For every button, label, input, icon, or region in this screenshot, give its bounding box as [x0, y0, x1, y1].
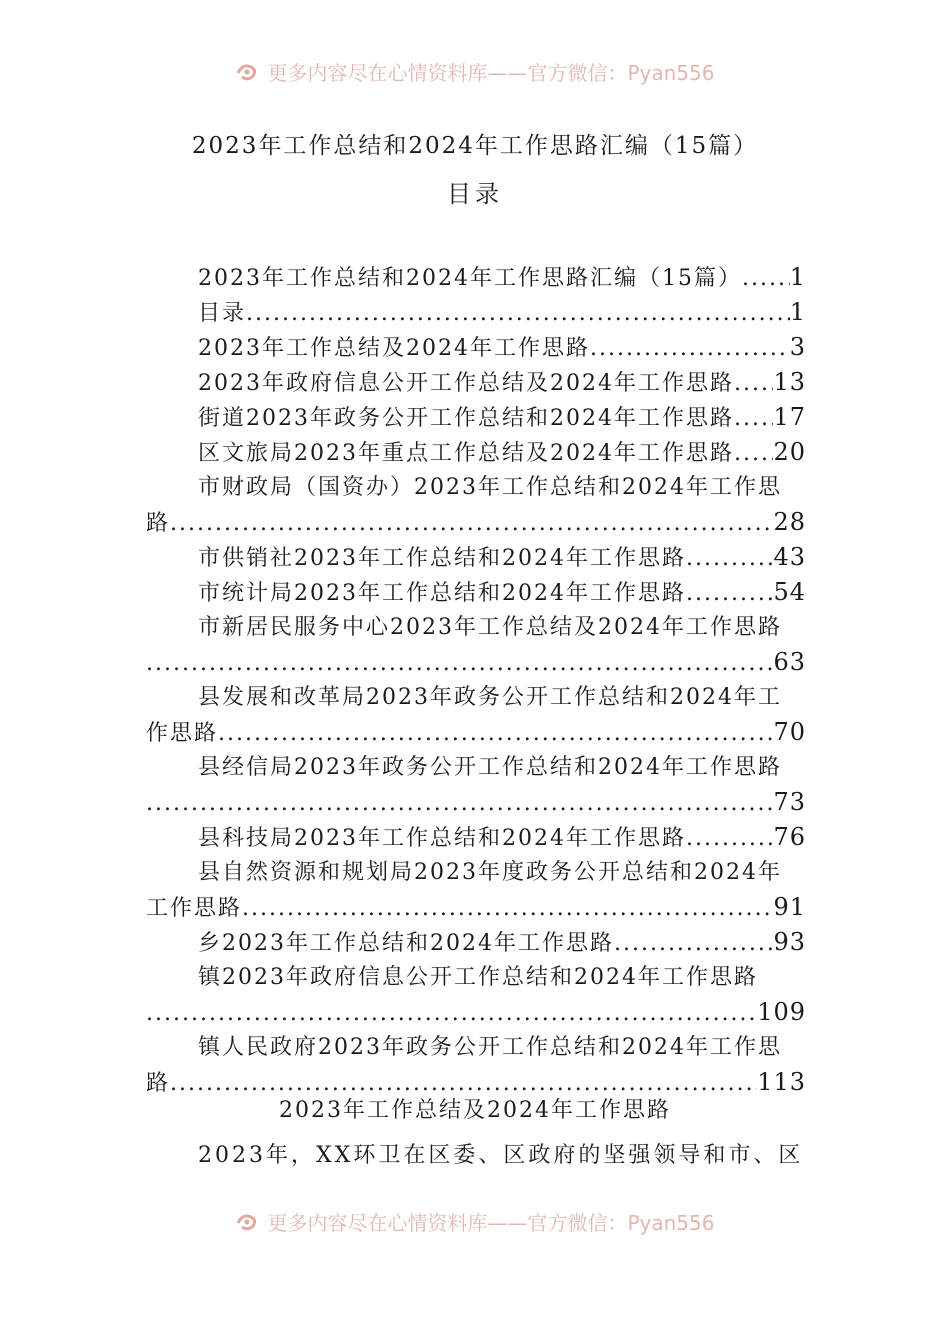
toc-entry-title: 县发展和改革局2023年政务公开工作总结和2024年工: [198, 685, 782, 710]
toc-entry-title: 街道2023年政务公开工作总结和2024年工作思路: [198, 406, 734, 431]
toc-page-number: 63: [773, 648, 806, 676]
toc-entry[interactable]: [146, 820, 806, 855]
toc-entry[interactable]: [146, 365, 806, 400]
toc-leader: [686, 821, 773, 855]
toc-page-number: 3: [789, 333, 806, 361]
toc-page-number: 93: [773, 928, 806, 956]
toc-entry-title: 镇2023年政府信息公开工作总结和2024年工作思路: [198, 965, 758, 990]
toc-entry[interactable]: [146, 330, 806, 365]
toc-entry[interactable]: [146, 960, 806, 1030]
toc-entry-title: 路: [146, 511, 171, 536]
toc-leader: [686, 541, 773, 575]
toc-leader: [734, 436, 773, 470]
toc-entry[interactable]: [146, 855, 806, 925]
toc-entry[interactable]: [146, 260, 806, 295]
watermark-text: 更多内容尽在心情资料库——官方微信：Pyan556: [267, 60, 715, 85]
toc-entry-title: 市供销社2023年工作总结和2024年工作思路: [198, 546, 686, 571]
section-title: 2023年工作总结及2024年工作思路: [279, 1098, 671, 1123]
toc-leader: [734, 366, 773, 400]
toc-entry[interactable]: [146, 575, 806, 610]
toc-entry-title: 工作思路: [146, 896, 243, 921]
toc-entry-title: 市财政局（国资办）2023年工作总结和2024年工作思: [198, 475, 782, 500]
toc-entry-title: 目录: [198, 301, 247, 326]
toc-leader: [246, 296, 790, 330]
toc-page-number: 1: [789, 298, 806, 326]
toc-entry-title: 乡2023年工作总结和2024年工作思路: [198, 931, 614, 956]
toc-leader: [146, 786, 773, 820]
toc-leader: [590, 331, 790, 365]
toc-leader: [614, 926, 773, 960]
toc-page-number: 54: [773, 578, 806, 606]
toc-page-number: 70: [773, 718, 806, 746]
toc-leader: [686, 576, 773, 610]
toc-leader: [242, 891, 773, 925]
watermark-bottom: [0, 1206, 950, 1236]
toc-entry[interactable]: [146, 400, 806, 435]
table-of-contents: [146, 260, 806, 1100]
body-paragraph: 2023年，XX环卫在区委、区政府的坚强领导和市、区: [198, 1143, 804, 1168]
watermark-text: 更多内容尽在心情资料库——官方微信：Pyan556: [267, 1210, 715, 1235]
toc-leader: [146, 996, 757, 1030]
toc-entry[interactable]: [146, 610, 806, 680]
toc-entry-title: 区文旅局2023年重点工作总结及2024年工作思路: [198, 441, 734, 466]
toc-page-number: 13: [773, 368, 806, 396]
toc-entry-title: 2023年工作总结和2024年工作思路汇编（15篇）: [198, 266, 742, 291]
toc-entry-title: 市新居民服务中心2023年工作总结及2024年工作思路: [198, 615, 782, 640]
toc-page-number: 76: [773, 823, 806, 851]
toc-entry-title: 作思路: [146, 721, 219, 746]
logo-icon: [235, 1211, 261, 1231]
toc-page-number: 17: [773, 403, 806, 431]
logo-icon: [235, 61, 261, 81]
toc-entry-title: 县经信局2023年政务公开工作总结和2024年工作思路: [198, 755, 782, 780]
toc-leader: [742, 261, 790, 295]
toc-entry[interactable]: [146, 750, 806, 820]
toc-page-number: 43: [773, 543, 806, 571]
toc-leader: [218, 716, 773, 750]
toc-page-number: 113: [757, 1068, 806, 1096]
toc-entry[interactable]: [146, 680, 806, 750]
document-title: 2023年工作总结和2024年工作思路汇编（15篇）: [191, 133, 759, 159]
toc-leader: [734, 401, 773, 435]
toc-page-number: 109: [757, 998, 806, 1026]
toc-entry[interactable]: [146, 1030, 806, 1100]
toc-entry[interactable]: [146, 295, 806, 330]
toc-heading: 目录: [447, 180, 503, 208]
toc-page-number: 28: [773, 508, 806, 536]
toc-entry-title: 路: [146, 1071, 171, 1096]
toc-page-number: 1: [789, 263, 806, 291]
toc-page-number: 20: [773, 438, 806, 466]
watermark-top: [0, 56, 950, 86]
toc-entry-title: 市统计局2023年工作总结和2024年工作思路: [198, 581, 686, 606]
toc-page-number: 73: [773, 788, 806, 816]
toc-entry[interactable]: [146, 540, 806, 575]
toc-leader: [170, 506, 773, 540]
toc-leader: [146, 646, 773, 680]
toc-page-number: 91: [773, 893, 806, 921]
toc-entry-title: 2023年工作总结及2024年工作思路: [198, 336, 590, 361]
toc-entry-title: 2023年政府信息公开工作总结及2024年工作思路: [198, 371, 734, 396]
toc-entry-title: 镇人民政府2023年政务公开工作总结和2024年工作思: [198, 1035, 782, 1060]
toc-entry-title: 县科技局2023年工作总结和2024年工作思路: [198, 826, 686, 851]
toc-entry[interactable]: [146, 925, 806, 960]
toc-entry[interactable]: [146, 435, 806, 470]
toc-entry-title: 县自然资源和规划局2023年度政务公开总结和2024年: [198, 860, 782, 885]
toc-entry[interactable]: [146, 470, 806, 540]
